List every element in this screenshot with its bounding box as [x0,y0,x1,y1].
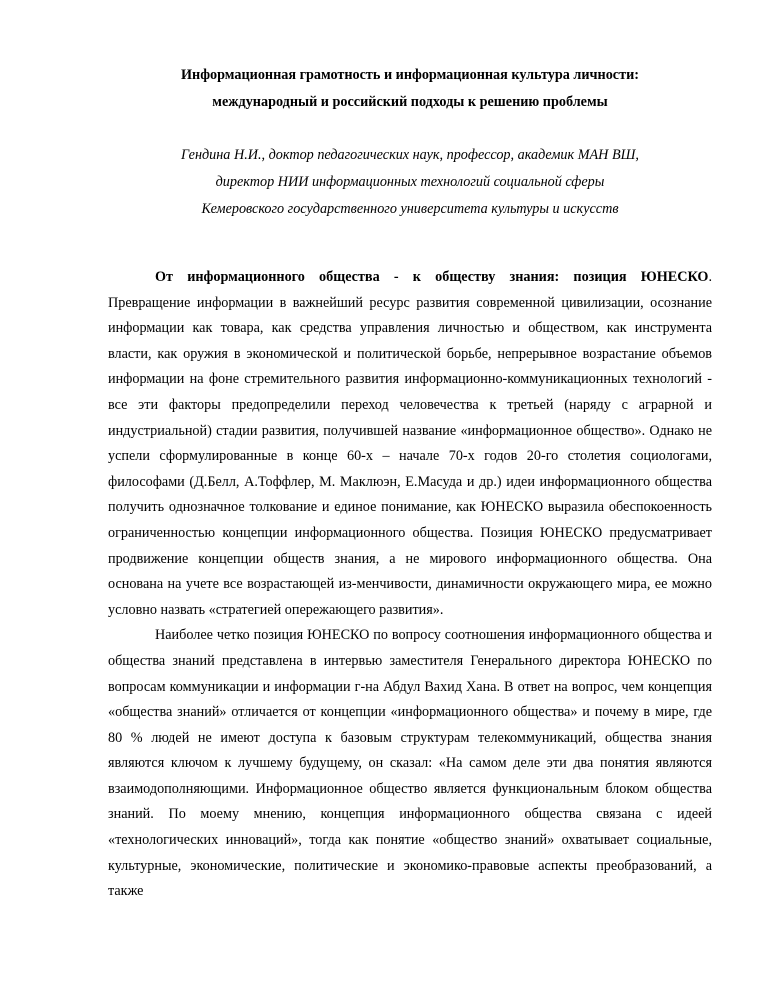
author-line-2: директор НИИ информационных технологий социальной сферы [215,174,605,190]
author-line-1: Гендина Н.И., доктор педагогических наук, профессор, академик МАН ВШ, [181,147,639,163]
paragraph-1-lead-end: . [708,269,712,285]
title-line-2: международный и российский подходы к решению проблемы [212,94,608,110]
author-block [108,142,712,223]
paragraph-1-lead: От информационного общества - к обществу знания: позиция ЮНЕСКО [155,269,709,285]
author-line-3: Кемеровского государственного университета культуры и искусств [201,201,619,217]
document-page [108,62,712,905]
paragraph-2 [108,623,712,905]
paragraph-2-text: Наиболее четко позиция ЮНЕСКО по вопросу соотношения информационного общества и общества знаний представлена в интервью заместителя Генерального директора ЮНЕСКО по вопросам коммуникации и информации г-на Абдул Вахид Хана. В ответ на вопрос, чем концепция «общества знаний» отличается от концепции «информационного общества» и почему в мире, где 80 % людей не имеют доступа к базовым структурам телекоммуникаций, общества знания являются ключом к лучшему будущему, он сказал: «На самом деле эти два понятия являются взаимодополняющими. Информационное общество является функциональным блоком общества знаний. По моему мнению, концепция информационного общества связана с идеей «технологических инноваций», тогда как понятие «общество знаний» охватывает социальные, культурные, экономические, политические и экономико-правовые аспекты преобразований, а также [108,627,712,900]
title-line-1: Информационная грамотность и информационная культура личности: [181,67,639,83]
paragraph-1-text: Превращение информации в важнейший ресурс развития современной цивилизации, осознание информации как товара, как средства управления личностью и обществом, как инструмента власти, как оружия в экономической и политической борьбе, непрерывное возрастание объемов информации на фоне стремительного развития информационно-коммуникационных технологий - все эти факторы предопределили переход человечества к третьей (наряду с аграрной и индустриальной) стадии развития, получившей название «информационное общество». Однако не успели сформулированные в конце 60-х – начале 70-х годов 20-го столетия социологами, философами (Д.Белл, А.Тоффлер, М. Маклюэн, Е.Масуда и др.) идеи информационного общества получить однозначное толкование и единое понимание, как ЮНЕСКО выразила обеспокоенность ограниченностью концепции информационного общества. Позиция ЮНЕСКО предусматривает продвижение концепции обществ знания, а не мирового информационного общества. Она основана на учете все возрастающей из-менчивости, динамичности окружающего мира, ее можно условно назвать «стратегией опережающего развития». [108,294,712,618]
document-title [108,62,712,116]
paragraph-1 [108,265,712,623]
